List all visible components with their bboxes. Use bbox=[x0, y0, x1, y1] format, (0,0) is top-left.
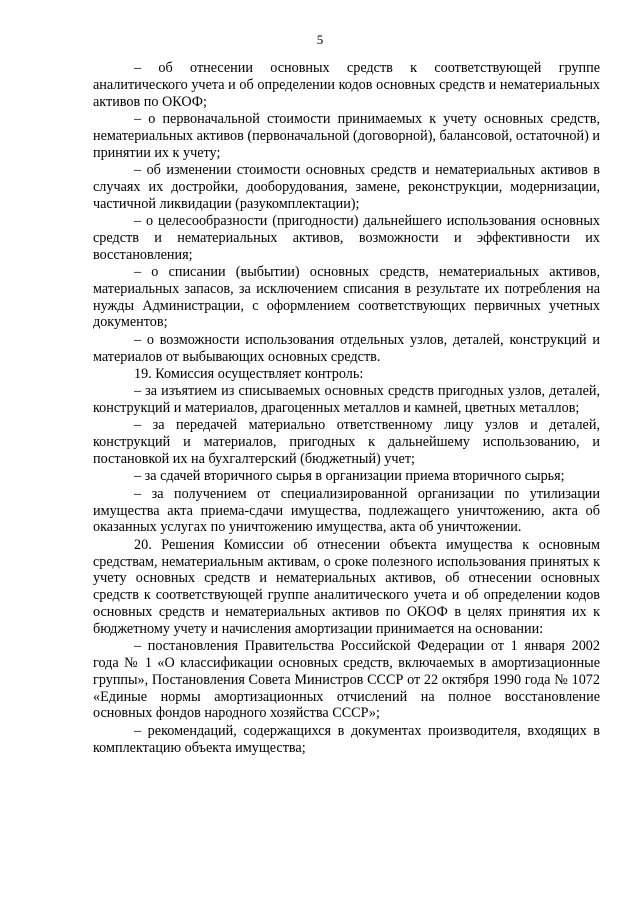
paragraph-fixed-assets-classification: – об отнесении основных средств к соответствующей группе аналитического учета и об определении кодов основных средств и нематериальных активов по ОКОФ; bbox=[93, 60, 600, 110]
paragraph-item-19-heading: 19. Комиссия осуществляет контроль: bbox=[134, 365, 364, 382]
paragraph-initial-cost: – о первоначальной стоимости принимаемых к учету основных средств, нематериальных активов (первоначальной (договорной), балансовой, остаточной) и принятии их к учету; bbox=[93, 110, 600, 161]
paragraph-parts-removal: – за изъятием из списываемых основных средств пригодных узлов, деталей, конструкций и материалов, драгоценных металлов и камней, цветных металлов; bbox=[93, 383, 600, 417]
document-body bbox=[93, 60, 600, 756]
paragraph-write-off: – о списании (выбытии) основных средств, нематериальных активов, материальных запасов, за исключением списания в результате их потребления на нужды Администрации, с оформлением соответствующих первичных учетных документов; bbox=[93, 263, 600, 331]
paragraph-secondary-raw: – за сдачей вторичного сырья в организации приема вторичного сырья; bbox=[134, 468, 565, 485]
page-number: 5 bbox=[316, 32, 324, 47]
paragraph-disposal-acts: – за получением от специализированной организации по утилизации имущества акта приема-сдачи имущества, подлежащего уничтожению, акта об оказанных услугах по уничтожению имущества, акта об уничтожении. bbox=[93, 485, 600, 536]
paragraph-cost-change: – об изменении стоимости основных средств и нематериальных активов в случаях их достройки, дооборудования, замене, реконструкции, модернизации, частичной ликвидации (разукомплектации); bbox=[93, 161, 600, 212]
paragraph-transfer-to-responsible: – за передачей материально ответственному лицу узлов и деталей, конструкций и материалов, пригодных к дальнейшему использованию, и постановкой их на бухгалтерский (бюджетный) учет; bbox=[93, 417, 600, 468]
paragraph-government-decree: – постановления Правительства Российской Федерации от 1 января 2002 года № 1 «О классификации основных средств, включаемых в амортизационные группы», Постановления Совета Министров СССР от 22 октября 1990 года № 1072 «Единые нормы амортизационных отчислений на полное восстановление основных фондов народного хозяйства СССР»; bbox=[93, 638, 600, 722]
paragraph-item-20: 20. Решения Комиссии об отнесении объекта имущества к основным средствам, нематериальным активам, о сроке полезного использования принятых к учету основных средств и нематериальных активов, об отнесении основных средств к соответствующей группе аналитического учета и об определении кодов основных средств и нематериальных активов по ОКОФ в целях принятия их к бюджетному учету и начисления амортизации принимается на основании: bbox=[93, 536, 600, 637]
paragraph-manufacturer-recommendations: – рекомендаций, содержащихся в документах производителя, входящих в комплектацию объекта имущества; bbox=[93, 722, 600, 756]
paragraph-reuse-possibility: – о возможности использования отдельных узлов, деталей, конструкций и материалов от выбывающих основных средств. bbox=[93, 331, 600, 365]
paragraph-usage-feasibility: – о целесообразности (пригодности) дальнейшего использования основных средств и нематериальных активов, возможности и эффективности их восстановления; bbox=[93, 212, 600, 263]
